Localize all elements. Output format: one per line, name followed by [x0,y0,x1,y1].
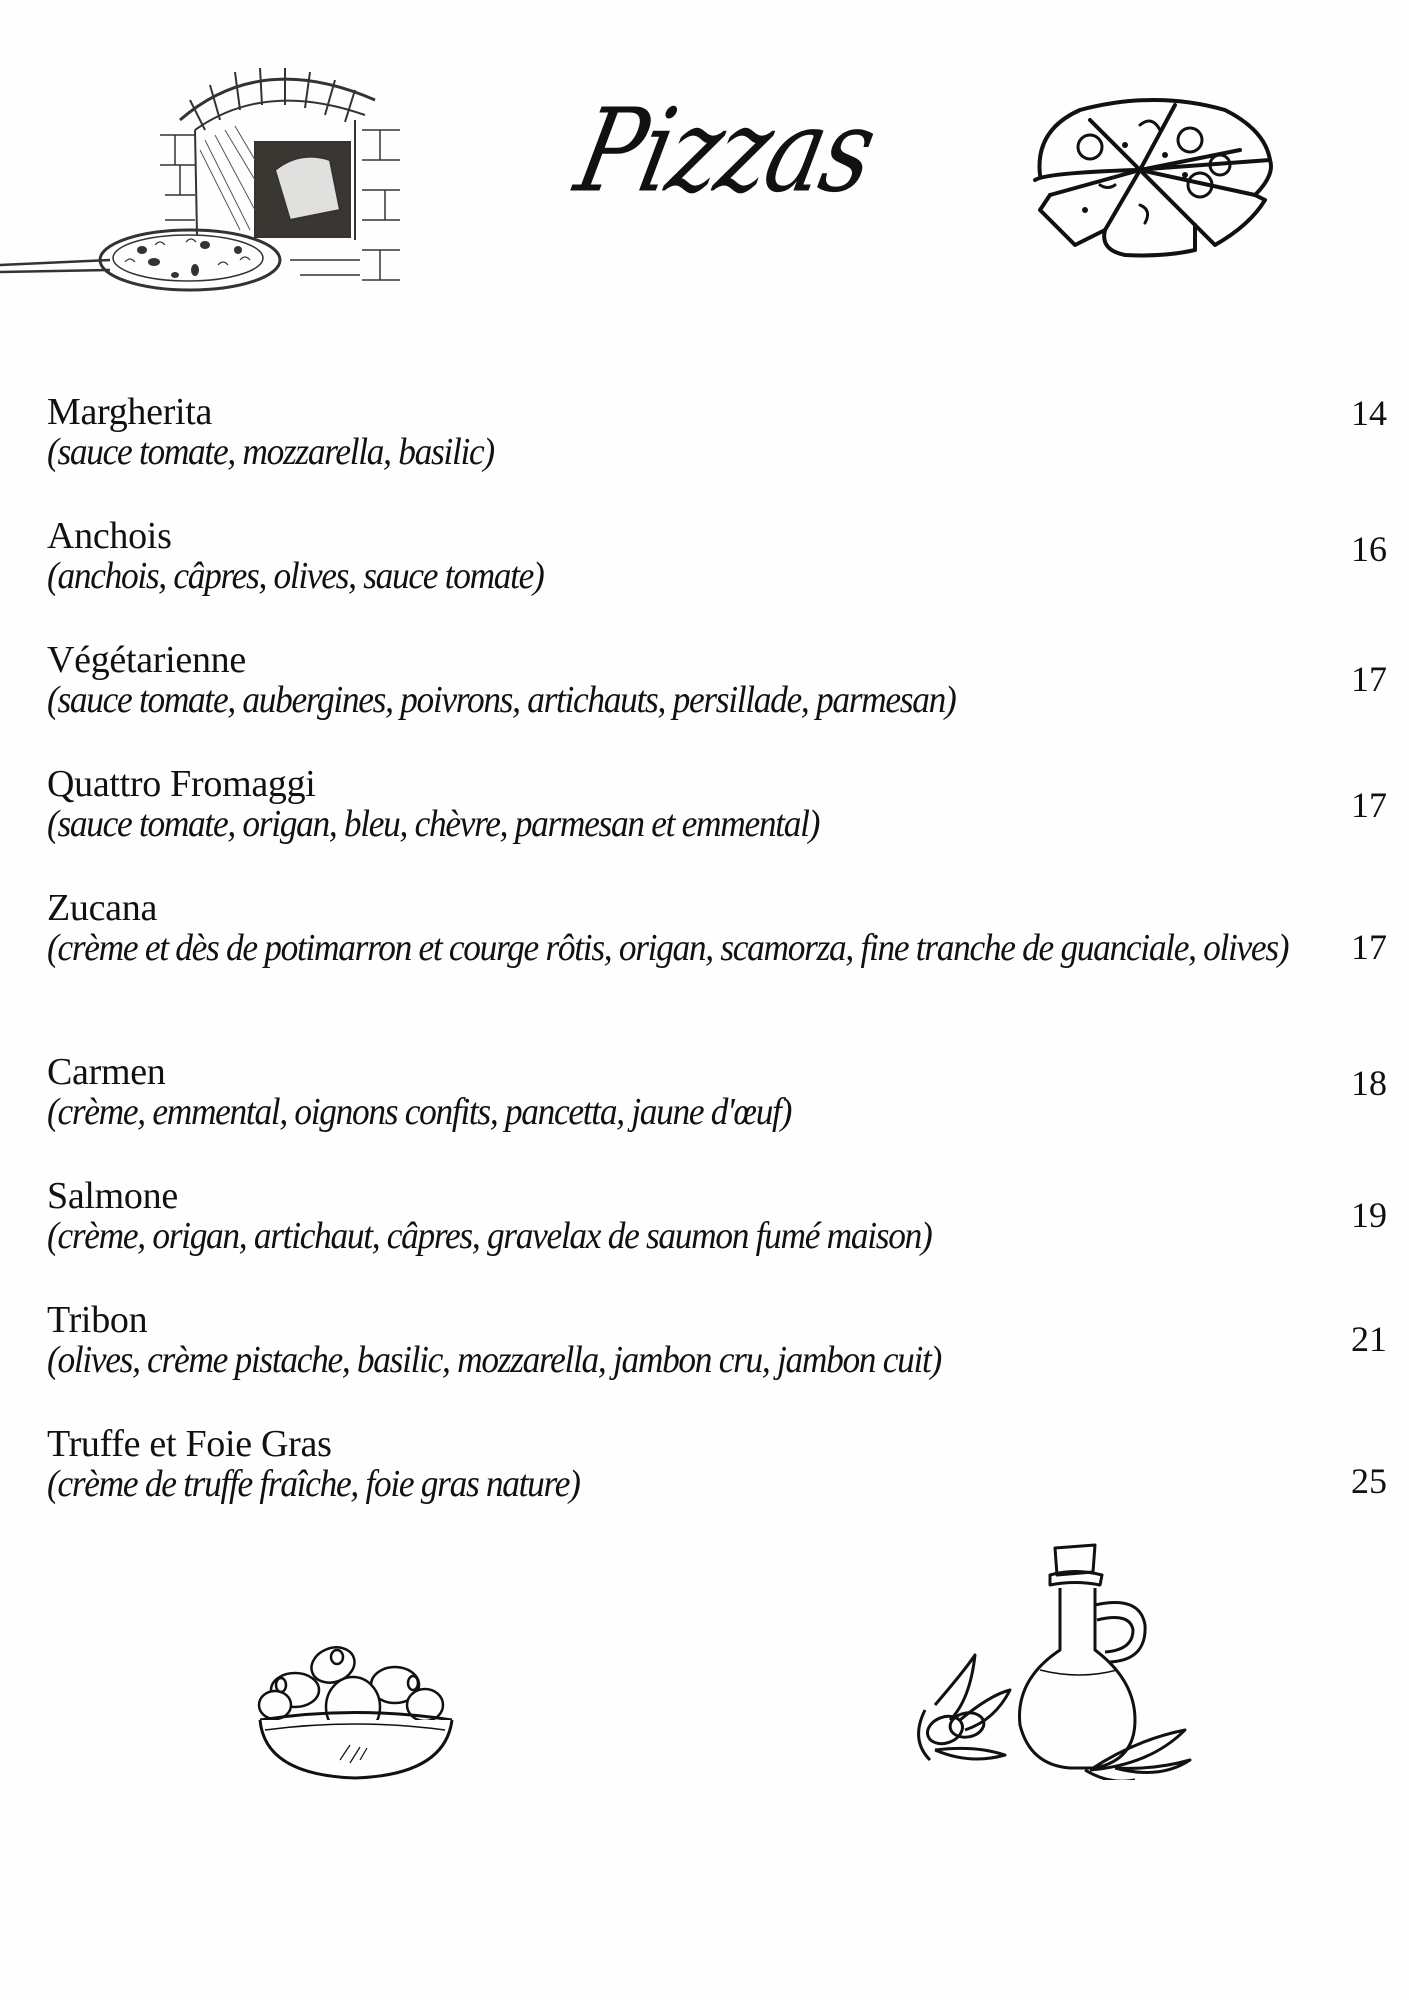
item-description: (olives, crème pistache, basilic, mozzarella, jambon cru, jambon cuit) [47,1339,941,1381]
item-description: (crème, origan, artichaut, câpres, gravelax de saumon fumé maison) [47,1215,932,1257]
pizza-oven-icon [0,60,430,300]
item-price: 19 [1351,1195,1387,1235]
item-name: Salmone [47,1175,178,1217]
item-name: Tribon [47,1299,148,1341]
sliced-pizza-icon [1015,85,1295,265]
item-name: Margherita [47,391,213,433]
item-price: 17 [1351,785,1387,825]
item-description: (crème de truffe fraîche, foie gras nature) [47,1463,580,1505]
item-price: 16 [1351,529,1387,569]
item-name: Carmen [47,1051,166,1093]
item-name: Anchois [47,515,172,557]
item-description: (anchois, câpres, olives, sauce tomate) [47,555,544,597]
menu-item-carmen [47,1052,1387,1132]
menu-item-truffe-foie-gras [47,1424,1387,1504]
menu-item-quattro-fromaggi [47,764,1387,844]
item-price: 25 [1351,1461,1387,1501]
menu-item-zucana [47,888,1387,968]
item-price: 17 [1351,659,1387,699]
item-description: (crème et dès de potimarron et courge rôtis, origan, scamorza, fine tranche de guanciale, olives) [47,927,1289,969]
item-name: Végétarienne [47,639,246,681]
item-price: 14 [1351,393,1387,433]
item-description: (sauce tomate, mozzarella, basilic) [47,431,494,473]
item-price: 17 [1351,927,1387,967]
item-price: 21 [1351,1319,1387,1359]
menu-item-salmone [47,1176,1387,1256]
item-name: Zucana [47,887,158,929]
item-description: (sauce tomate, origan, bleu, chèvre, parmesan et emmental) [47,803,820,845]
menu-item-tribon [47,1300,1387,1380]
page-title: Pizzas [565,83,886,219]
item-name: Quattro Fromaggi [47,763,316,805]
menu-item-anchois [47,516,1387,596]
item-description: (sauce tomate, aubergines, poivrons, artichauts, persillade, parmesan) [47,679,956,721]
item-name: Truffe et Foie Gras [47,1423,332,1465]
menu-item-margherita [47,392,1387,472]
olive-bowl-icon [255,1635,455,1780]
item-price: 18 [1351,1063,1387,1103]
menu-item-vegetarienne [47,640,1387,720]
olive-oil-jug-icon [895,1530,1195,1780]
item-description: (crème, emmental, oignons confits, pancetta, jaune d'œuf) [47,1091,792,1133]
